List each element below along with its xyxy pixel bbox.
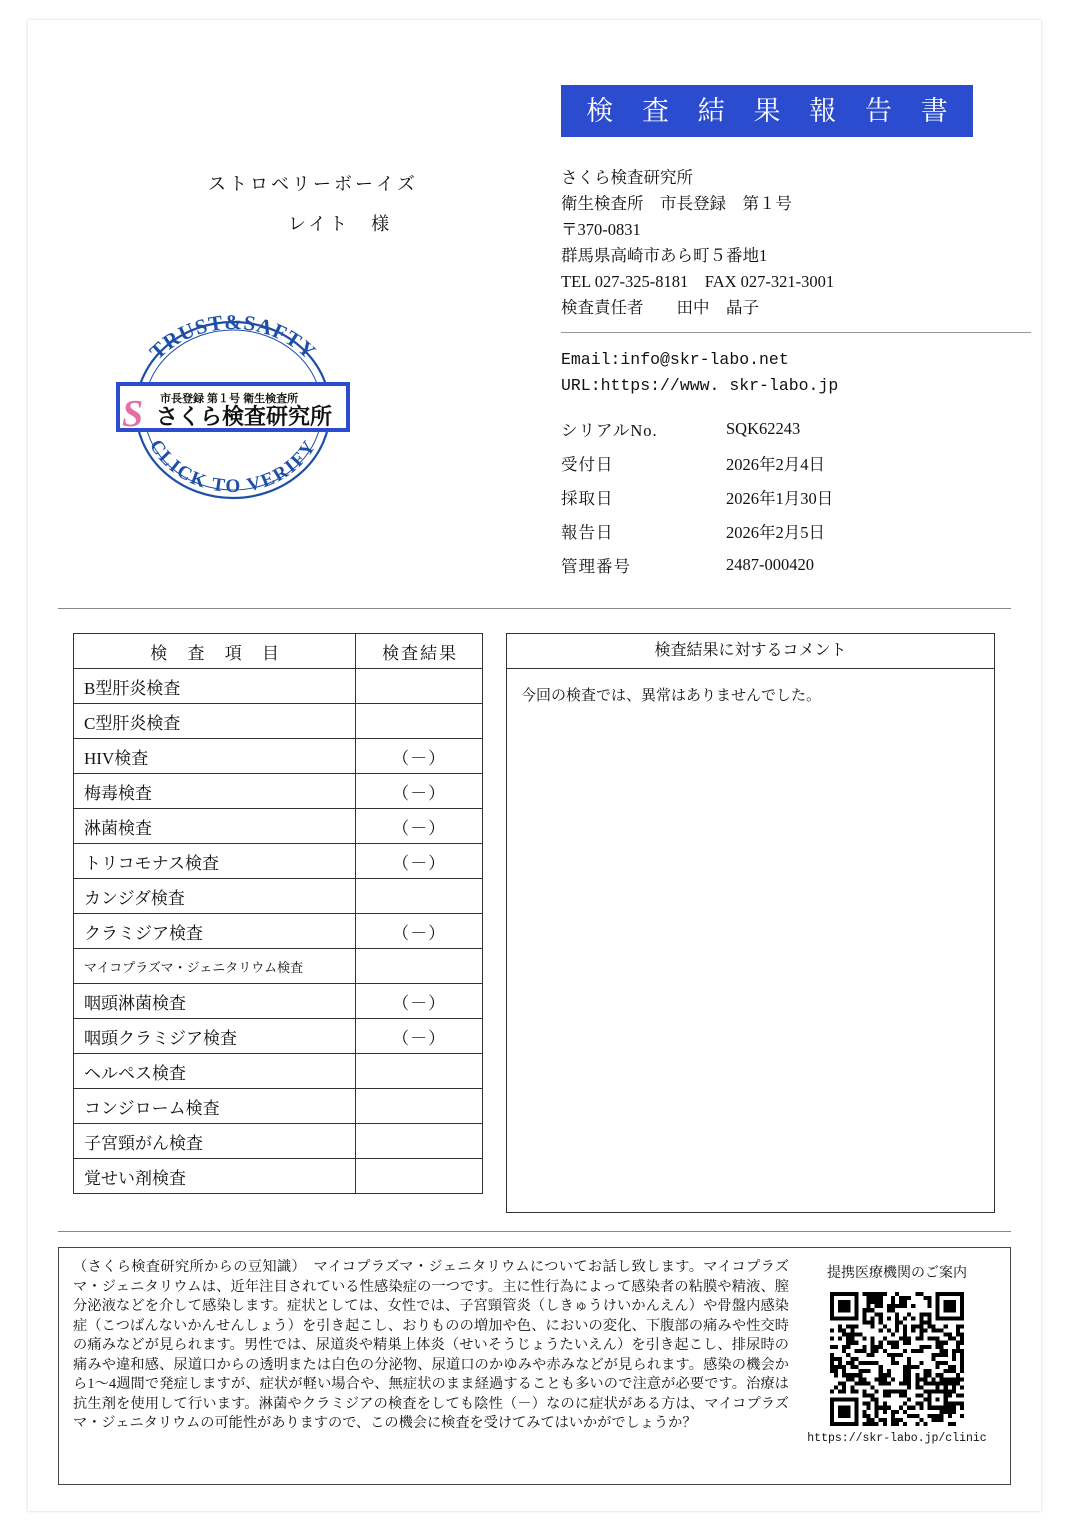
table-body — [74, 669, 483, 1194]
test-item-result — [356, 949, 483, 984]
meta-key-received: 受付日 — [561, 455, 614, 474]
test-item-name: トリコモナス検査 — [74, 844, 356, 879]
table-row — [74, 949, 483, 984]
test-item-name: 淋菌検査 — [74, 809, 356, 844]
lab-address: 群馬県高崎市あら町５番地1 — [561, 246, 768, 265]
meta-row — [561, 514, 1031, 548]
table-row — [74, 914, 483, 949]
test-item-result: （－） — [356, 739, 483, 774]
customer-block — [178, 170, 538, 236]
meta-row — [561, 548, 1031, 582]
divider-footer — [58, 1231, 1011, 1232]
test-item-name: 咽頭クラミジア検査 — [74, 1019, 356, 1054]
meta-key-reported: 報告日 — [561, 523, 614, 542]
svg-text:TRUST&SAFTY: TRUST&SAFTY — [144, 310, 322, 365]
meta-value-collected: 2026年1月30日 — [726, 489, 834, 508]
svg-text:さくら検査研究所: さくら検査研究所 — [156, 404, 333, 429]
qr-code-graphic — [830, 1292, 964, 1426]
test-item-result — [356, 1054, 483, 1089]
test-item-name: B型肝炎検査 — [74, 669, 356, 704]
test-item-result: （－） — [356, 774, 483, 809]
lab-manager: 検査責任者 田中 晶子 — [561, 298, 759, 317]
clinic-url: https://skr-labo.jp/clinic — [807, 1432, 987, 1445]
meta-row — [561, 446, 1031, 480]
table-row — [74, 809, 483, 844]
table-row — [74, 669, 483, 704]
test-item-result: （－） — [356, 1019, 483, 1054]
test-item-name: HIV検査 — [74, 739, 356, 774]
table-row — [74, 774, 483, 809]
customer-name: レイト 様 — [288, 214, 393, 234]
test-item-result: （－） — [356, 844, 483, 879]
footer-box — [58, 1247, 1011, 1485]
meta-row — [561, 480, 1031, 514]
svg-text:CLICK TO VERIFY: CLICK TO VERIFY — [145, 435, 321, 498]
test-item-result — [356, 879, 483, 914]
table-row — [74, 844, 483, 879]
meta-key-control-number: 管理番号 — [561, 557, 631, 576]
meta-value-serial: SQK62243 — [726, 419, 801, 438]
table-row — [74, 1124, 483, 1159]
test-item-name: 子宮頸がん検査 — [74, 1124, 356, 1159]
lab-registration: 衛生検査所 市長登録 第１号 — [561, 194, 792, 213]
test-results-table — [73, 633, 483, 1194]
table-row — [74, 1089, 483, 1124]
svg-text:市長登録 第１号 衛生検査所: 市長登録 第１号 衛生検査所 — [160, 393, 299, 405]
test-item-result: （－） — [356, 984, 483, 1019]
meta-value-received: 2026年2月4日 — [726, 455, 825, 474]
table-row — [74, 1159, 483, 1194]
test-item-name: カンジダ検査 — [74, 879, 356, 914]
header-test-item: 検 査 項 目 — [74, 634, 356, 669]
test-item-name: コンジローム検査 — [74, 1089, 356, 1124]
comment-box — [506, 633, 995, 1213]
lab-phone: TEL 027-325-8181 FAX 027-321-3001 — [561, 272, 835, 291]
seal-graphic — [108, 310, 358, 510]
comment-header: 検査結果に対するコメント — [507, 634, 994, 669]
table-header-row — [74, 634, 483, 669]
table-row — [74, 739, 483, 774]
table-row — [74, 1019, 483, 1054]
report-title: 検 査 結 果 報 告 書 — [561, 85, 973, 137]
test-item-name: ヘルペス検査 — [74, 1054, 356, 1089]
header-test-result: 検査結果 — [356, 634, 483, 669]
test-item-name: 梅毒検査 — [74, 774, 356, 809]
lab-info-block — [561, 165, 1031, 321]
test-item-name: クラミジア検査 — [74, 914, 356, 949]
lab-name: さくら検査研究所 — [561, 168, 693, 187]
clinic-title: 提携医療機関のご案内 — [827, 1266, 967, 1281]
test-item-result — [356, 1124, 483, 1159]
divider-main — [58, 608, 1011, 609]
lab-contact-block — [561, 347, 1031, 399]
lab-postal: 〒370-0831 — [561, 220, 641, 239]
test-item-result — [356, 1089, 483, 1124]
test-item-name: 覚せい剤検査 — [74, 1159, 356, 1194]
comment-body: 今回の検査では、異常はありませんでした。 — [521, 688, 822, 704]
report-meta-table — [561, 412, 1031, 582]
trust-seal-logo — [108, 310, 358, 510]
clinic-info — [802, 1262, 992, 1445]
report-sheet — [28, 20, 1041, 1511]
table-row — [74, 1054, 483, 1089]
table-row — [74, 704, 483, 739]
divider-lab — [561, 332, 1031, 333]
test-item-result — [356, 1159, 483, 1194]
meta-key-collected: 採取日 — [561, 489, 614, 508]
meta-row — [561, 412, 1031, 446]
trivia-text: （さくら検査研究所からの豆知識） マイコプラズマ・ジェニタリウムについてお話し致します。マイコプラズマ・ジェニタリウムは、近年注目されている性感染症の一つです。主に性行為によって感染者の粘膜や精液、膣分泌液などを介して感染します。症状としては、女性では、子宮頸管炎（しきゅうけいかんえん）や骨盤内感染症（こつばんないかんせんしょう）を引き起こし、おりものの増加や色、においの変化、下腹部の痛みや性交時の痛みなどが見られます。男性では、尿道炎や精巣上体炎（せいそうじょうたいえん）を引き起こし、排尿時の痛みや違和感、尿道口からの透明または白色の分泌物、尿道口のかゆみや赤みなどが見られます。感染の機会から1〜4週間で発症しますが、症状が軽い場合や、無症状のまま経過することも多いので注意が必要です。治療は抗生剤を使用して行います。淋菌やクラミジアの検査をしても陰性（－）なのに症状がある方は、マイコプラズマ・ジェニタリウムの可能性がありますので、この機会に検査を受けてみてはいかがでしょうか？ — [73, 1259, 789, 1431]
test-item-result: （－） — [356, 914, 483, 949]
test-item-result: （－） — [356, 809, 483, 844]
table-row — [74, 984, 483, 1019]
lab-email: Email:info@skr-labo.net — [561, 350, 789, 369]
test-item-name: マイコプラズマ・ジェニタリウム検査 — [74, 949, 356, 984]
qr-code[interactable] — [830, 1292, 964, 1426]
table-row — [74, 879, 483, 914]
meta-value-control-number: 2487-000420 — [726, 555, 814, 574]
test-item-result — [356, 704, 483, 739]
test-item-name: C型肝炎検査 — [74, 704, 356, 739]
test-item-name: 咽頭淋菌検査 — [74, 984, 356, 1019]
test-item-result — [356, 669, 483, 704]
lab-url: URL:https://www. skr-labo.jp — [561, 376, 839, 395]
meta-key-serial: シリアルNo. — [561, 421, 658, 440]
meta-value-reported: 2026年2月5日 — [726, 523, 825, 542]
svg-text:S: S — [122, 393, 144, 435]
customer-company: ストロベリーボーイズ — [208, 174, 418, 194]
